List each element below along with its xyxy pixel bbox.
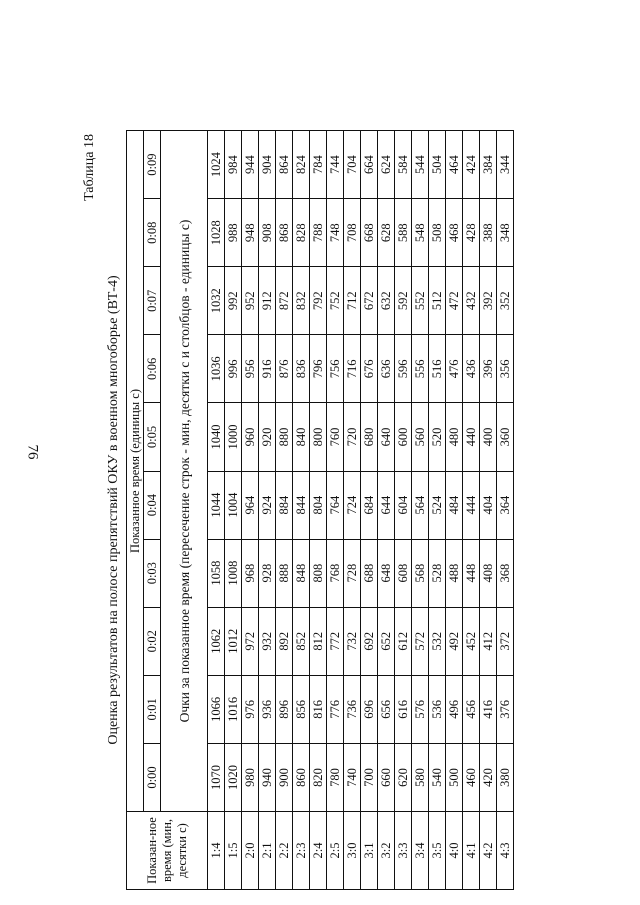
score-cell: 396 xyxy=(480,335,497,403)
table-row xyxy=(429,131,446,890)
score-cell: 1032 xyxy=(208,267,225,335)
score-cell: 660 xyxy=(378,743,395,811)
row-time-cell: 3:1 xyxy=(361,812,378,890)
score-cell: 428 xyxy=(463,199,480,267)
score-cell: 408 xyxy=(480,539,497,607)
score-cell: 752 xyxy=(327,267,344,335)
score-cell: 1004 xyxy=(225,471,242,539)
table-row xyxy=(259,131,276,890)
table-label: Таблица 18 xyxy=(82,134,97,201)
row-header: Показан-ное время (мин, десятки с) xyxy=(127,812,208,890)
score-cell: 652 xyxy=(378,607,395,675)
score-cell: 772 xyxy=(327,607,344,675)
score-cell: 432 xyxy=(463,267,480,335)
score-cell: 964 xyxy=(242,471,259,539)
score-cell: 724 xyxy=(344,471,361,539)
score-cell: 1036 xyxy=(208,335,225,403)
table-row xyxy=(344,131,361,890)
score-cell: 420 xyxy=(480,743,497,811)
table-title: Оценка результатов на полосе препятствий ОКУ в военном многоборье (ВТ-4) xyxy=(106,275,121,745)
score-cell: 776 xyxy=(327,675,344,743)
score-cell: 1024 xyxy=(208,131,225,199)
score-cell: 976 xyxy=(242,675,259,743)
score-cell: 604 xyxy=(395,471,412,539)
score-cell: 532 xyxy=(429,607,446,675)
score-cell: 1062 xyxy=(208,607,225,675)
score-cell: 720 xyxy=(344,403,361,471)
score-cell: 400 xyxy=(480,403,497,471)
row-time-cell: 4:0 xyxy=(446,812,463,890)
row-time-cell: 2:3 xyxy=(293,812,310,890)
score-cell: 944 xyxy=(242,131,259,199)
score-cell: 416 xyxy=(480,675,497,743)
score-cell: 1028 xyxy=(208,199,225,267)
score-cell: 544 xyxy=(412,131,429,199)
score-cell: 796 xyxy=(310,335,327,403)
score-cell: 764 xyxy=(327,471,344,539)
score-cell: 712 xyxy=(344,267,361,335)
column-header: 0:04 xyxy=(144,471,161,539)
score-cell: 608 xyxy=(395,539,412,607)
score-cell: 676 xyxy=(361,335,378,403)
score-cell: 540 xyxy=(429,743,446,811)
score-cell: 984 xyxy=(225,131,242,199)
score-cell: 968 xyxy=(242,539,259,607)
score-cell: 908 xyxy=(259,199,276,267)
score-cell: 860 xyxy=(293,743,310,811)
score-cell: 924 xyxy=(259,471,276,539)
score-cell: 384 xyxy=(480,131,497,199)
row-time-cell: 4:2 xyxy=(480,812,497,890)
score-cell: 980 xyxy=(242,743,259,811)
row-time-cell: 4:3 xyxy=(497,812,514,890)
header-row-group xyxy=(127,131,144,890)
score-cell: 436 xyxy=(463,335,480,403)
row-time-cell: 2:5 xyxy=(327,812,344,890)
score-cell: 832 xyxy=(293,267,310,335)
column-header: 0:03 xyxy=(144,539,161,607)
score-cell: 788 xyxy=(310,199,327,267)
row-time-cell: 1:5 xyxy=(225,812,242,890)
score-cell: 1020 xyxy=(225,743,242,811)
score-cell: 548 xyxy=(412,199,429,267)
score-cell: 856 xyxy=(293,675,310,743)
column-header: 0:05 xyxy=(144,403,161,471)
score-cell: 888 xyxy=(276,539,293,607)
score-cell: 972 xyxy=(242,607,259,675)
score-cell: 804 xyxy=(310,471,327,539)
score-cell: 360 xyxy=(497,403,514,471)
score-cell: 1016 xyxy=(225,675,242,743)
score-cell: 516 xyxy=(429,335,446,403)
score-cell: 600 xyxy=(395,403,412,471)
score-cell: 592 xyxy=(395,267,412,335)
score-cell: 636 xyxy=(378,335,395,403)
table-row xyxy=(293,131,310,890)
score-cell: 484 xyxy=(446,471,463,539)
score-cell: 492 xyxy=(446,607,463,675)
score-cell: 588 xyxy=(395,199,412,267)
score-cell: 760 xyxy=(327,403,344,471)
score-cell: 648 xyxy=(378,539,395,607)
score-cell: 996 xyxy=(225,335,242,403)
score-cell: 892 xyxy=(276,607,293,675)
score-cell: 840 xyxy=(293,403,310,471)
table-row xyxy=(395,131,412,890)
score-cell: 612 xyxy=(395,607,412,675)
score-cell: 824 xyxy=(293,131,310,199)
column-header: 0:09 xyxy=(144,131,161,199)
score-cell: 900 xyxy=(276,743,293,811)
score-cell: 936 xyxy=(259,675,276,743)
score-cell: 568 xyxy=(412,539,429,607)
score-cell: 784 xyxy=(310,131,327,199)
column-header: 0:07 xyxy=(144,267,161,335)
score-cell: 456 xyxy=(463,675,480,743)
score-cell: 744 xyxy=(327,131,344,199)
score-cell: 464 xyxy=(446,131,463,199)
score-cell: 524 xyxy=(429,471,446,539)
score-cell: 940 xyxy=(259,743,276,811)
score-cell: 348 xyxy=(497,199,514,267)
table-row xyxy=(497,131,514,890)
score-cell: 452 xyxy=(463,607,480,675)
score-cell: 864 xyxy=(276,131,293,199)
table-row xyxy=(327,131,344,890)
row-time-cell: 2:0 xyxy=(242,812,259,890)
score-cell: 584 xyxy=(395,131,412,199)
score-cell: 424 xyxy=(463,131,480,199)
column-header: 0:08 xyxy=(144,199,161,267)
score-cell: 920 xyxy=(259,403,276,471)
score-cell: 800 xyxy=(310,403,327,471)
score-cell: 728 xyxy=(344,539,361,607)
score-cell: 768 xyxy=(327,539,344,607)
table-row xyxy=(463,131,480,890)
score-cell: 388 xyxy=(480,199,497,267)
score-cell: 528 xyxy=(429,539,446,607)
table-row xyxy=(361,131,378,890)
score-cell: 904 xyxy=(259,131,276,199)
score-cell: 412 xyxy=(480,607,497,675)
score-cell: 616 xyxy=(395,675,412,743)
score-cell: 912 xyxy=(259,267,276,335)
table-row xyxy=(310,131,327,890)
row-time-cell: 3:0 xyxy=(344,812,361,890)
table-row xyxy=(276,131,293,890)
score-cell: 564 xyxy=(412,471,429,539)
score-cell: 596 xyxy=(395,335,412,403)
score-cell: 960 xyxy=(242,403,259,471)
score-cell: 792 xyxy=(310,267,327,335)
score-cell: 488 xyxy=(446,539,463,607)
score-cell: 580 xyxy=(412,743,429,811)
score-cell: 1070 xyxy=(208,743,225,811)
score-cell: 668 xyxy=(361,199,378,267)
score-cell: 1044 xyxy=(208,471,225,539)
score-cell: 896 xyxy=(276,675,293,743)
score-cell: 916 xyxy=(259,335,276,403)
score-cell: 1008 xyxy=(225,539,242,607)
score-cell: 1040 xyxy=(208,403,225,471)
table-row xyxy=(446,131,463,890)
score-cell: 948 xyxy=(242,199,259,267)
score-cell: 844 xyxy=(293,471,310,539)
score-cell: 820 xyxy=(310,743,327,811)
score-cell: 880 xyxy=(276,403,293,471)
table-row xyxy=(480,131,497,890)
score-cell: 732 xyxy=(344,607,361,675)
column-header: 0:02 xyxy=(144,607,161,675)
score-cell: 624 xyxy=(378,131,395,199)
score-cell: 852 xyxy=(293,607,310,675)
table-body xyxy=(208,131,514,890)
score-cell: 552 xyxy=(412,267,429,335)
table-row xyxy=(412,131,429,890)
score-cell: 700 xyxy=(361,743,378,811)
row-time-cell: 2:2 xyxy=(276,812,293,890)
score-cell: 476 xyxy=(446,335,463,403)
score-cell: 992 xyxy=(225,267,242,335)
score-cell: 508 xyxy=(429,199,446,267)
score-cell: 620 xyxy=(395,743,412,811)
row-time-cell: 3:4 xyxy=(412,812,429,890)
score-cell: 392 xyxy=(480,267,497,335)
score-cell: 740 xyxy=(344,743,361,811)
score-cell: 468 xyxy=(446,199,463,267)
score-cell: 404 xyxy=(480,471,497,539)
score-cell: 848 xyxy=(293,539,310,607)
score-cell: 664 xyxy=(361,131,378,199)
score-cell: 696 xyxy=(361,675,378,743)
score-cell: 628 xyxy=(378,199,395,267)
table-row xyxy=(242,131,259,890)
score-cell: 480 xyxy=(446,403,463,471)
score-cell: 872 xyxy=(276,267,293,335)
score-cell: 576 xyxy=(412,675,429,743)
score-cell: 688 xyxy=(361,539,378,607)
score-cell: 512 xyxy=(429,267,446,335)
score-cell: 640 xyxy=(378,403,395,471)
score-cell: 556 xyxy=(412,335,429,403)
header-row-columns xyxy=(144,131,161,890)
rotated-table-page xyxy=(82,130,630,890)
score-cell: 828 xyxy=(293,199,310,267)
row-time-cell: 1:4 xyxy=(208,812,225,890)
score-cell: 692 xyxy=(361,607,378,675)
row-time-cell: 2:4 xyxy=(310,812,327,890)
score-cell: 504 xyxy=(429,131,446,199)
score-cell: 1058 xyxy=(208,539,225,607)
table-row xyxy=(208,131,225,890)
score-cell: 644 xyxy=(378,471,395,539)
score-cell: 736 xyxy=(344,675,361,743)
score-cell: 780 xyxy=(327,743,344,811)
score-cell: 680 xyxy=(361,403,378,471)
table-note: Очки за показанное время (пересечение строк - мин, десятки с и столбцов - единицы с) xyxy=(161,131,208,812)
row-time-cell: 2:1 xyxy=(259,812,276,890)
score-cell: 1066 xyxy=(208,675,225,743)
row-time-cell: 3:5 xyxy=(429,812,446,890)
score-cell: 812 xyxy=(310,607,327,675)
score-cell: 376 xyxy=(497,675,514,743)
score-cell: 932 xyxy=(259,607,276,675)
column-header: 0:01 xyxy=(144,675,161,743)
score-cell: 536 xyxy=(429,675,446,743)
group-header: Показанное время (единицы с) xyxy=(127,131,144,812)
column-header: 0:00 xyxy=(144,743,161,811)
score-cell: 836 xyxy=(293,335,310,403)
score-cell: 572 xyxy=(412,607,429,675)
score-cell: 876 xyxy=(276,335,293,403)
score-cell: 500 xyxy=(446,743,463,811)
table-row xyxy=(378,131,395,890)
note-row xyxy=(161,131,208,890)
score-cell: 672 xyxy=(361,267,378,335)
score-cell: 368 xyxy=(497,539,514,607)
column-header: 0:06 xyxy=(144,335,161,403)
score-cell: 496 xyxy=(446,675,463,743)
page-number: 76 xyxy=(24,444,41,460)
score-cell: 380 xyxy=(497,743,514,811)
row-time-cell: 3:2 xyxy=(378,812,395,890)
score-cell: 344 xyxy=(497,131,514,199)
score-cell: 448 xyxy=(463,539,480,607)
score-cell: 952 xyxy=(242,267,259,335)
score-cell: 656 xyxy=(378,675,395,743)
score-cell: 440 xyxy=(463,403,480,471)
score-cell: 756 xyxy=(327,335,344,403)
score-cell: 1000 xyxy=(225,403,242,471)
score-cell: 372 xyxy=(497,607,514,675)
score-cell: 956 xyxy=(242,335,259,403)
score-cell: 364 xyxy=(497,471,514,539)
score-cell: 632 xyxy=(378,267,395,335)
score-cell: 716 xyxy=(344,335,361,403)
score-cell: 748 xyxy=(327,199,344,267)
score-cell: 684 xyxy=(361,471,378,539)
score-cell: 520 xyxy=(429,403,446,471)
score-cell: 928 xyxy=(259,539,276,607)
score-cell: 472 xyxy=(446,267,463,335)
score-cell: 884 xyxy=(276,471,293,539)
score-cell: 988 xyxy=(225,199,242,267)
score-cell: 816 xyxy=(310,675,327,743)
score-cell: 1012 xyxy=(225,607,242,675)
score-cell: 460 xyxy=(463,743,480,811)
row-time-cell: 4:1 xyxy=(463,812,480,890)
score-cell: 868 xyxy=(276,199,293,267)
score-cell: 708 xyxy=(344,199,361,267)
score-cell: 352 xyxy=(497,267,514,335)
score-cell: 704 xyxy=(344,131,361,199)
score-cell: 444 xyxy=(463,471,480,539)
table-row xyxy=(225,131,242,890)
row-time-cell: 3:3 xyxy=(395,812,412,890)
score-cell: 356 xyxy=(497,335,514,403)
score-table xyxy=(126,130,514,890)
score-cell: 560 xyxy=(412,403,429,471)
score-cell: 808 xyxy=(310,539,327,607)
